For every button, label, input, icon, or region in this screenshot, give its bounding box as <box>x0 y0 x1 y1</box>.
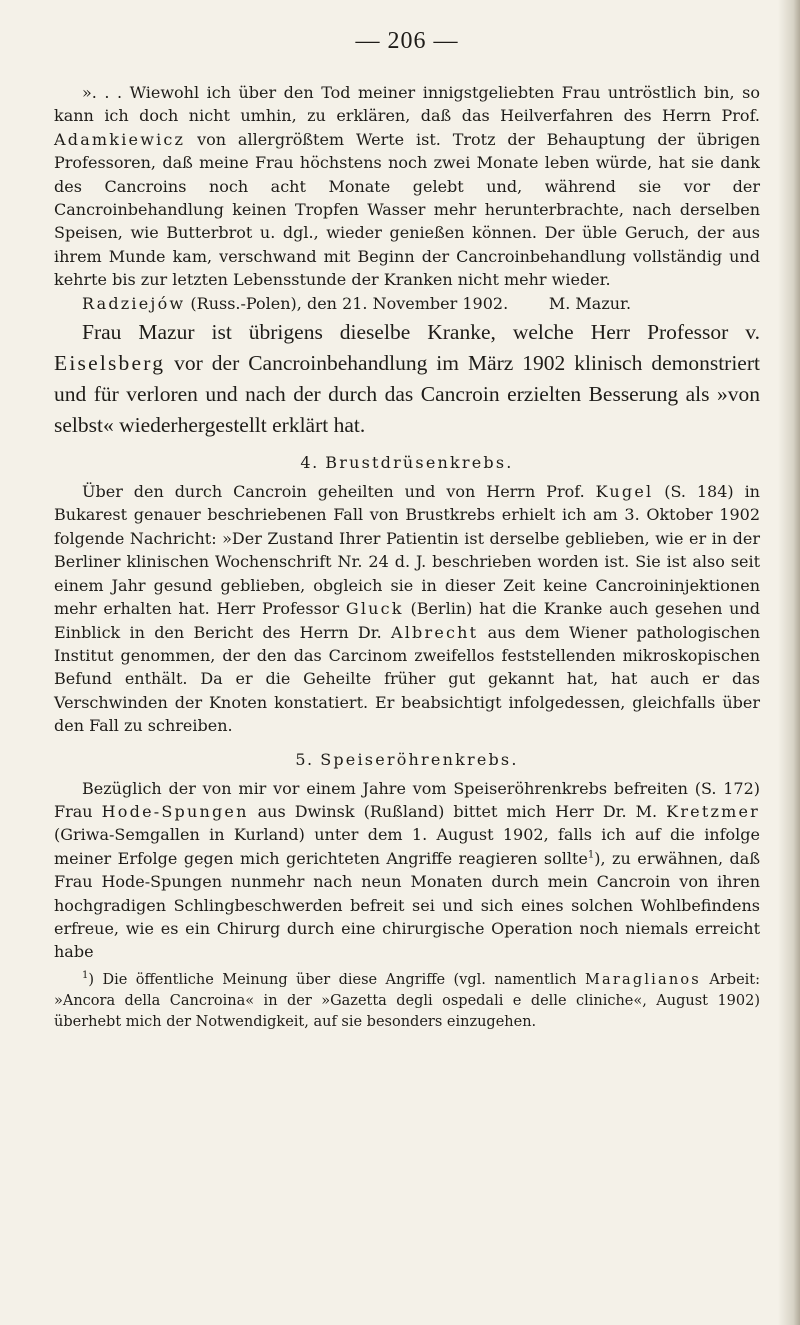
signature-place: Radziejów <box>82 293 186 313</box>
person-name-adamkiewicz: Adamkiewicz <box>54 129 186 149</box>
footnote-text-1: ) Die öffentliche Meinung über diese Angriffe (vgl. namentlich <box>88 971 585 988</box>
s5-text-2: aus Dwinsk (Rußland) bittet mich Herr Dr. M. <box>248 801 667 821</box>
book-page <box>54 28 760 1033</box>
s5-text-4: ), zu erwähnen, daß Frau Hode-Spungen nunmehr nach neun Monaten durch mein Cancroin von ihren hochgradigen Schlingbeschwerden befreit sei und sich eines solchen Wohlbefindens erfreue, wie es ein Chirurg durch eine chirurgische Operation noch niemals erreicht habe <box>54 848 761 962</box>
letter-signature <box>54 292 760 315</box>
section-4-number: 4. <box>300 453 319 473</box>
person-name-albrecht: Albrecht <box>390 622 479 642</box>
letter-paragraph <box>54 81 760 292</box>
person-name-kugel: Kugel <box>595 482 654 502</box>
s5-text-3: (Griwa-Semgallen in Kurland) unter dem 1. August 1902, falls ich auf die infolge meiner Erfolge gegen mich gerichteten Angriffe reagieren sollte <box>54 825 760 868</box>
footnote-mark: 1 <box>82 969 89 981</box>
large-text-2: vor der Cancroinbehandlung im März 1902 klinisch demonstriert und für verloren und nach der durch das Cancroin erzielten Besserung als »von selbst« wiederhergestellt erklärt hat. <box>54 351 760 438</box>
letter-text-2: von allergrößtem Werte ist. Trotz der Behauptung der übrigen Professoren, daß meine Frau höchstens noch zwei Monate leben würde, hat sie dank des Cancroins noch acht Monate gelebt und, während sie vor der Cancroinbehandlung keinen Tropfen Wasser mehr herunterbrachte, nach derselben Speisen, wie Butterbrot u. dgl., wieder genießen können. Der üble Geruch, der aus ihrem Munde kam, verschwand mit Beginn der Cancroinbehandlung vollständig und kehrte bis zur letzten Lebensstunde der Kranken nicht mehr wieder. <box>54 129 760 290</box>
large-print-paragraph <box>54 317 760 441</box>
section-5-heading <box>54 750 760 769</box>
footnote-reference: 1 <box>587 849 595 861</box>
page-number-header: — 206 — <box>355 28 459 54</box>
person-name-hode-spungen: Hode-Spungen <box>101 801 249 821</box>
footnote <box>54 970 760 1033</box>
person-name-kretzmer: Kretzmer <box>666 801 760 821</box>
section-4-heading <box>54 453 760 472</box>
section-4-title: Brustdrüsenkrebs. <box>325 453 514 473</box>
letter-text-1: ». . . Wiewohl ich über den Tod meiner innigstgeliebten Frau untröstlich bin, so kann ich doch nicht umhin, zu erklären, daß das Heilverfahren des Herrn Prof. <box>54 83 760 126</box>
footnote-text-2: Arbeit: »Ancora della Cancroina« in der »Gazetta degli ospedali e delle cliniche«, August 1902) überhebt mich der Notwendigkeit, auf sie besonders einzugehen. <box>54 971 760 1030</box>
s4-text-4: aus dem Wiener pathologischen Institut genommen, der den das Carcinom zweifellos feststellenden mikroskopischen Befund enthält. Da er die Geheilte früher gut gekannt hat, hat auch er das Verschwinden der Knoten konstatiert. Er beabsichtigt infolgedessen, gleichfalls über den Fall zu schreiben. <box>54 622 760 736</box>
person-name-gluck: Gluck <box>345 599 404 619</box>
s4-text-3: (Berlin) hat die Kranke auch gesehen und Einblick in den Bericht des Herrn Dr. <box>54 599 760 642</box>
s4-text-2: (S. 184) in Bukarest genauer beschriebenen Fall von Brustkrebs erhielt ich am 3. Oktober 1902 folgende Nachricht: »Der Zustand Ihrer Patientin ist derselbe geblieben, wie er in der Berliner klinischen Wochenschrift Nr. 24 d. J. beschrieben worden ist. Sie ist also seit einem Jahr gesund geblieben, obgleich sie in dieser Zeit keine Cancroininjektionen mehr erhalten hat. Herr Professor <box>54 482 760 619</box>
section-5-title: Speiseröhrenkrebs. <box>320 749 519 769</box>
page-edge-shadow <box>778 0 800 1325</box>
section-5-paragraph <box>54 777 760 964</box>
signature-rest: (Russ.-Polen), den 21. November 1902. M. Mazur. <box>185 293 632 313</box>
s5-text-1: Bezüglich der von mir vor einem Jahre vom Speiseröhrenkrebs befreiten (S. 172) Frau <box>54 778 760 821</box>
s4-text-1: Über den durch Cancroin geheilten und von Herrn Prof. <box>82 482 596 502</box>
person-name-maraglianos: Maraglianos <box>584 971 701 988</box>
large-text-1: Frau Mazur ist übrigens dieselbe Kranke, welche Herr Professor v. <box>82 320 760 345</box>
section-5-number: 5. <box>295 749 314 769</box>
person-name-eiselsberg: Eiselsberg <box>54 351 166 376</box>
section-4-paragraph <box>54 480 760 737</box>
